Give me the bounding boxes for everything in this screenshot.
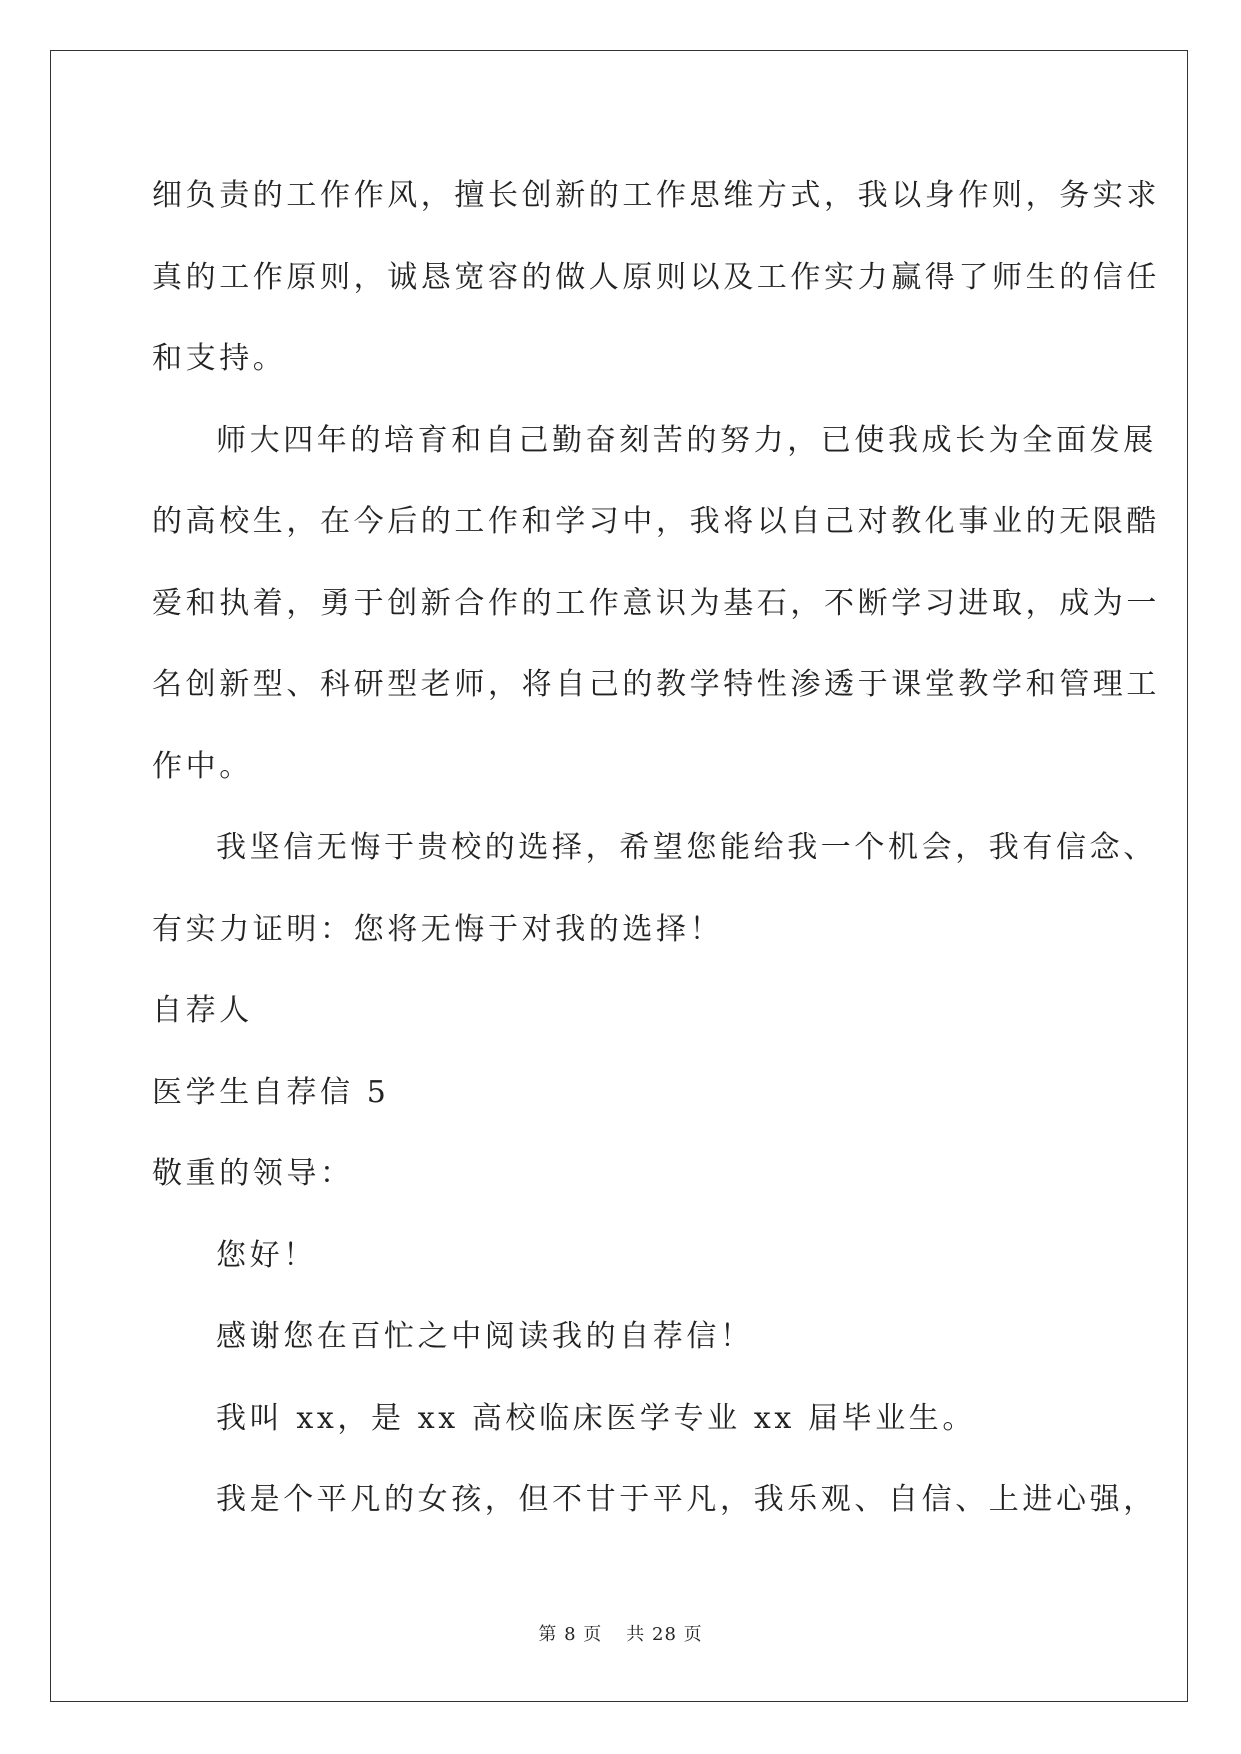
page-footer	[0, 1620, 1241, 1646]
text-line: 作中。	[152, 748, 253, 784]
text-line: 爱和执着，勇于创新合作的工作意识为基石，不断学习进取，成为一	[152, 585, 1160, 621]
text-line: 细负责的工作作风，擅长创新的工作思维方式，我以身作则，务实求	[152, 178, 1160, 213]
paragraph-start-line: 我叫 xx，是 xx 高校临床医学专业 xx 届毕业生。	[216, 1400, 976, 1436]
paragraph-start-line: 师大四年的培育和自己勤奋刻苦的努力，已使我成长为全面发展	[216, 422, 1157, 458]
text-line: 真的工作原则，诚恳宽容的做人原则以及工作实力赢得了师生的信任	[152, 259, 1160, 295]
paragraph-start-line: 我坚信无悔于贵校的选择，希望您能给我一个机会，我有信念、	[216, 830, 1157, 865]
paragraph-start-line: 感谢您在百忙之中阅读我的自荐信！	[216, 1319, 754, 1354]
text-line: 和支持。	[152, 341, 287, 376]
text-line: 名创新型、科研型老师，将自己的教学特性渗透于课堂教学和管理工	[152, 667, 1160, 702]
salutation: 敬重的领导：	[152, 1156, 354, 1191]
signature-label: 自荐人	[152, 993, 253, 1028]
letter-title: 医学生自荐信 5	[152, 1074, 390, 1110]
paragraph-start-line: 我是个平凡的女孩，但不甘于平凡，我乐观、自信、上进心强，	[216, 1482, 1157, 1517]
greeting: 您好！	[216, 1237, 317, 1273]
text-line: 有实力证明：您将无悔于对我的选择！	[152, 911, 724, 947]
page-total: 共 28 页	[626, 1624, 703, 1645]
text-line: 的高校生，在今后的工作和学习中，我将以自己对教化事业的无限酷	[152, 504, 1160, 539]
document-body	[152, 158, 1160, 1544]
page-number: 第 8 页	[538, 1624, 603, 1645]
